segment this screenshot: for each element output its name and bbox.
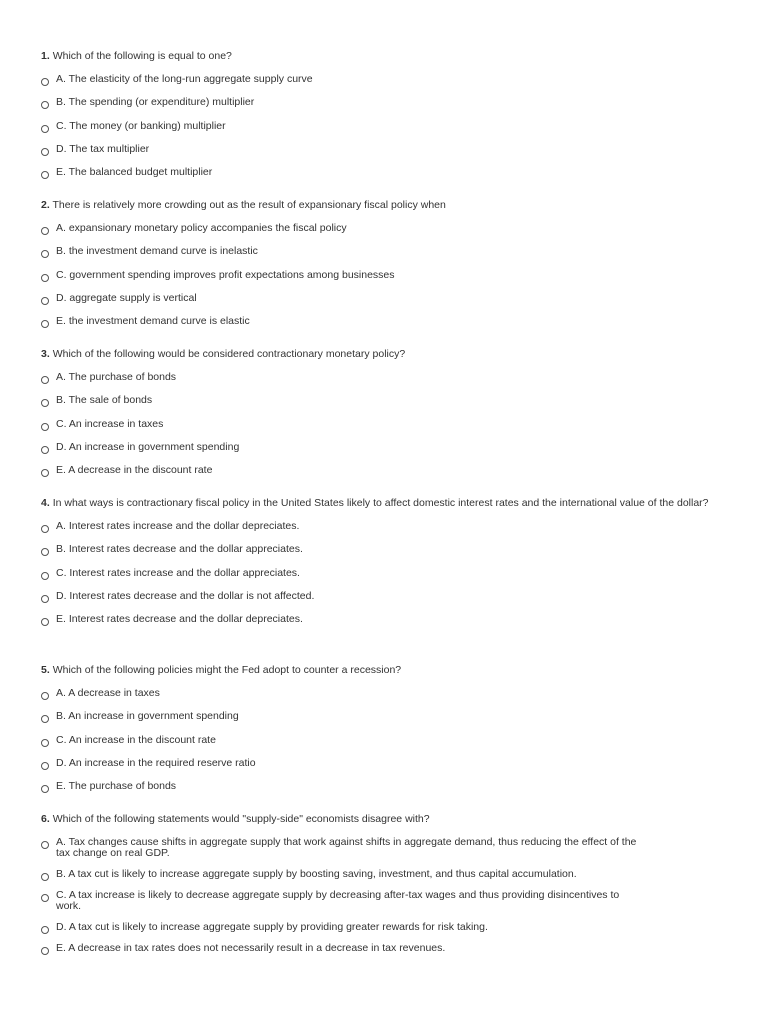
question-number: 1. xyxy=(41,50,50,62)
choice-e[interactable] xyxy=(41,781,721,792)
radio-button[interactable] xyxy=(41,446,49,454)
radio-button[interactable] xyxy=(41,762,49,770)
choice-d[interactable] xyxy=(41,293,721,304)
choice-a[interactable] xyxy=(41,223,721,234)
choice-b[interactable] xyxy=(41,711,721,722)
choice-label: A. Tax changes cause shifts in aggregate supply that work against shifts in aggregate demand, thus reducing the effect of the tax change on real GDP. xyxy=(56,836,637,859)
choice-label: E. The purchase of bonds xyxy=(56,780,177,793)
choice-b[interactable] xyxy=(41,395,721,406)
question-prompt: Which of the following policies might the Fed adopt to counter a recession? xyxy=(52,664,402,676)
choice-label: E. the investment demand curve is elastic xyxy=(56,315,250,328)
choice-label: E. Interest rates decrease and the dollar depreciates. xyxy=(56,613,303,626)
choice-label: C. The money (or banking) multiplier xyxy=(56,119,226,132)
radio-button[interactable] xyxy=(41,525,49,533)
question-text xyxy=(41,810,721,829)
radio-button[interactable] xyxy=(41,926,49,934)
question-prompt: Which of the following is equal to one? xyxy=(52,50,232,62)
question-prompt: Which of the following statements would "supply-side" economists disagree with? xyxy=(52,813,430,825)
question-2 xyxy=(41,196,721,339)
choice-list xyxy=(41,837,721,954)
choice-label: E. A decrease in the discount rate xyxy=(56,464,213,477)
question-3 xyxy=(41,345,721,488)
radio-button[interactable] xyxy=(41,873,49,881)
choice-c[interactable] xyxy=(41,735,721,746)
choice-e[interactable] xyxy=(41,465,721,476)
radio-button[interactable] xyxy=(41,297,49,305)
choice-b[interactable] xyxy=(41,97,721,108)
choice-list xyxy=(41,74,721,178)
choice-label: B. the investment demand curve is inelastic xyxy=(56,245,258,258)
radio-button[interactable] xyxy=(41,376,49,384)
choice-d[interactable] xyxy=(41,591,721,602)
choice-label: E. A decrease in tax rates does not necessarily result in a decrease in tax revenues. xyxy=(56,942,446,954)
radio-button[interactable] xyxy=(41,399,49,407)
choice-label: D. The tax multiplier xyxy=(56,142,150,155)
radio-button[interactable] xyxy=(41,715,49,723)
choice-c[interactable] xyxy=(41,419,721,430)
choice-label: B. The spending (or expenditure) multiplier xyxy=(56,96,255,109)
choice-a[interactable] xyxy=(41,837,721,859)
choice-label: C. Interest rates increase and the dollar appreciates. xyxy=(56,566,300,579)
choice-label: C. An increase in taxes xyxy=(56,417,164,430)
question-number: 3. xyxy=(41,348,50,360)
question-4 xyxy=(41,494,721,637)
choice-list xyxy=(41,521,721,625)
question-text xyxy=(41,345,721,364)
choice-a[interactable] xyxy=(41,74,721,85)
choice-b[interactable] xyxy=(41,869,721,880)
radio-button[interactable] xyxy=(41,250,49,258)
choice-list xyxy=(41,688,721,792)
choice-label: D. An increase in the required reserve ratio xyxy=(56,756,256,769)
question-text xyxy=(41,494,721,513)
question-prompt: Which of the following would be considered contractionary monetary policy? xyxy=(52,348,406,360)
question-number: 5. xyxy=(41,664,50,676)
radio-button[interactable] xyxy=(41,171,49,179)
question-prompt: There is relatively more crowding out as the result of expansionary fiscal policy when xyxy=(52,199,446,211)
radio-button[interactable] xyxy=(41,595,49,603)
choice-d[interactable] xyxy=(41,144,721,155)
choice-c[interactable] xyxy=(41,121,721,132)
choice-a[interactable] xyxy=(41,688,721,699)
radio-button[interactable] xyxy=(41,101,49,109)
choice-label: D. aggregate supply is vertical xyxy=(56,291,197,304)
radio-button[interactable] xyxy=(41,469,49,477)
choice-label: C. government spending improves profit expectations among businesses xyxy=(56,268,395,281)
choice-label: B. A tax cut is likely to increase aggregate supply by boosting saving, investment, and thus capital accumulation. xyxy=(56,868,577,880)
radio-button[interactable] xyxy=(41,618,49,626)
question-text xyxy=(41,196,721,215)
choice-c[interactable] xyxy=(41,568,721,579)
radio-button[interactable] xyxy=(41,692,49,700)
choice-b[interactable] xyxy=(41,544,721,555)
choice-d[interactable] xyxy=(41,758,721,769)
question-1 xyxy=(41,47,721,190)
question-6 xyxy=(41,810,721,964)
radio-button[interactable] xyxy=(41,947,49,955)
radio-button[interactable] xyxy=(41,78,49,86)
choice-label: B. The sale of bonds xyxy=(56,394,153,407)
question-prompt: In what ways is contractionary fiscal policy in the United States likely to affect domestic interest rates and the international value of the dollar? xyxy=(52,497,709,509)
question-5 xyxy=(41,661,721,804)
choice-d[interactable] xyxy=(41,442,721,453)
radio-button[interactable] xyxy=(41,148,49,156)
choice-label: B. Interest rates decrease and the dollar appreciates. xyxy=(56,543,303,556)
choice-d[interactable] xyxy=(41,922,721,933)
choice-label: A. Interest rates increase and the dollar depreciates. xyxy=(56,520,300,532)
choice-label: D. A tax cut is likely to increase aggregate supply by providing greater rewards for risk taking. xyxy=(56,921,488,933)
choice-e[interactable] xyxy=(41,943,721,954)
question-number: 4. xyxy=(41,497,50,509)
choice-c[interactable] xyxy=(41,270,721,281)
choice-c[interactable] xyxy=(41,890,721,912)
radio-button[interactable] xyxy=(41,572,49,580)
choice-e[interactable] xyxy=(41,614,721,625)
question-text xyxy=(41,47,721,66)
choice-label: A. expansionary monetary policy accompanies the fiscal policy xyxy=(56,222,347,234)
choice-label: A. The elasticity of the long-run aggregate supply curve xyxy=(56,73,313,85)
choice-label: D. An increase in government spending xyxy=(56,440,240,453)
choice-label: A. A decrease in taxes xyxy=(56,687,160,699)
choice-label: B. An increase in government spending xyxy=(56,710,239,723)
choice-list xyxy=(41,372,721,476)
radio-button[interactable] xyxy=(41,274,49,282)
question-number: 2. xyxy=(41,199,50,211)
choice-label: C. A tax increase is likely to decrease aggregate supply by decreasing after-tax wages and thus providing disincentives to work. xyxy=(56,889,620,912)
radio-button[interactable] xyxy=(41,785,49,793)
question-number: 6. xyxy=(41,813,50,825)
choice-label: A. The purchase of bonds xyxy=(56,371,177,383)
radio-button[interactable] xyxy=(41,548,49,556)
choice-label: C. An increase in the discount rate xyxy=(56,733,216,746)
radio-button[interactable] xyxy=(41,125,49,133)
radio-button[interactable] xyxy=(41,841,49,849)
radio-button[interactable] xyxy=(41,739,49,747)
question-text xyxy=(41,661,721,680)
choice-a[interactable] xyxy=(41,372,721,383)
choice-label: E. The balanced budget multiplier xyxy=(56,166,213,179)
choice-label: D. Interest rates decrease and the dollar is not affected. xyxy=(56,589,315,602)
choice-e[interactable] xyxy=(41,167,721,178)
choice-b[interactable] xyxy=(41,246,721,257)
choice-list xyxy=(41,223,721,327)
radio-button[interactable] xyxy=(41,894,49,902)
radio-button[interactable] xyxy=(41,227,49,235)
choice-a[interactable] xyxy=(41,521,721,532)
choice-e[interactable] xyxy=(41,316,721,327)
radio-button[interactable] xyxy=(41,423,49,431)
radio-button[interactable] xyxy=(41,320,49,328)
